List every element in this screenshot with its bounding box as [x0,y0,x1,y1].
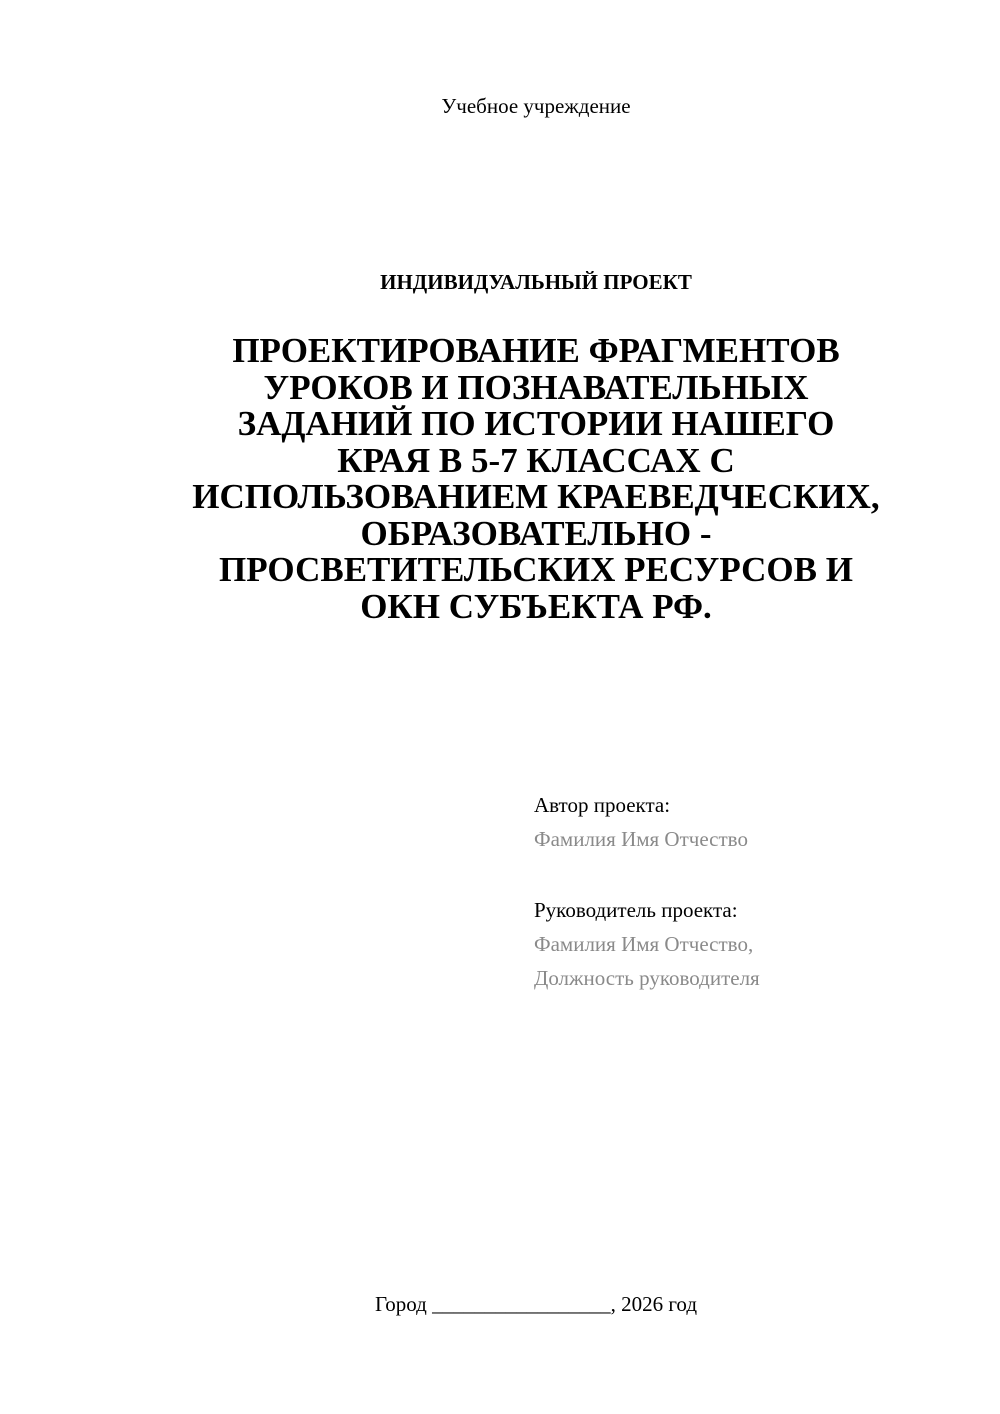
institution-name: Учебное учреждение [441,94,631,118]
supervisor-block [534,893,760,995]
project-title [100,333,972,625]
project-title-line: ЗАДАНИЙ ПО ИСТОРИИ НАШЕГО [237,404,835,443]
project-title-line: КРАЯ В 5-7 КЛАССАХ С [337,440,735,480]
project-title-line: ПРОЕКТИРОВАНИЕ ФРАГМЕНТОВ [232,331,840,370]
supervisor-name: Фамилия Имя Отчество, [534,932,754,956]
project-title-line: ОБРАЗОВАТЕЛЬНО - [360,513,712,553]
project-type-heading: ИНДИВИДУАЛЬНЫЙ ПРОЕКТ [380,270,692,294]
city-year-footer: Город _________________, 2026 год [374,1292,698,1316]
project-title-line: УРОКОВ И ПОЗНАВАТЕЛЬНЫХ [263,367,809,407]
supervisor-label: Руководитель проекта: [534,898,738,922]
project-title-line: ПРОСВЕТИТЕЛЬСКИХ РЕСУРСОВ И [219,550,853,589]
project-title-line: ИСПОЛЬЗОВАНИЕМ КРАЕВЕДЧЕСКИХ, [192,477,880,516]
project-title-line: ОКН СУБЪЕКТА РФ. [360,586,712,626]
author-block [534,788,748,856]
author-label: Автор проекта: [534,793,671,817]
author-name: Фамилия Имя Отчество [534,827,748,851]
supervisor-position: Должность руководителя [534,966,760,990]
